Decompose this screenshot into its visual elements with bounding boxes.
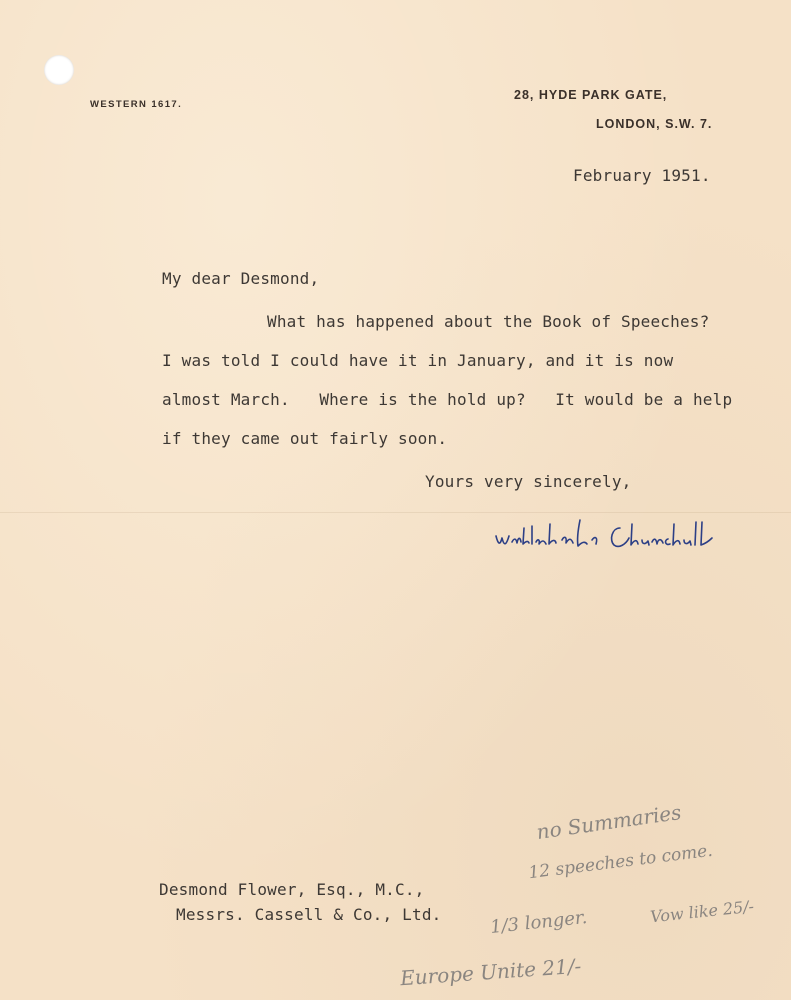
body-line-2: I was told I could have it in January, and it is now: [162, 351, 674, 370]
handwritten-note-3: 1/3 longer.: [489, 906, 589, 939]
body-line-3: almost March. Where is the hold up? It would be a help: [162, 390, 733, 409]
letterhead-address-line2: LONDON, S.W. 7.: [596, 117, 713, 131]
letter-date: February 1951.: [573, 166, 711, 185]
closing: Yours very sincerely,: [425, 472, 632, 491]
signature: [492, 514, 762, 560]
handwritten-note-1: no Summaries: [535, 799, 683, 845]
paper-fold: [0, 512, 791, 513]
salutation: My dear Desmond,: [162, 269, 320, 288]
handwritten-note-5: Europe Unite 21/-: [399, 953, 583, 991]
recipient-line1: Desmond Flower, Esq., M.C.,: [159, 880, 425, 899]
handwritten-note-2: 12 speeches to come.: [527, 840, 714, 884]
letterhead-address-line1: 28, HYDE PARK GATE,: [514, 88, 668, 102]
punch-hole: [44, 55, 74, 85]
letterhead-phone: WESTERN 1617.: [90, 99, 183, 110]
body-line-4: if they came out fairly soon.: [162, 429, 448, 448]
handwritten-note-4: Vow like 25/-: [649, 896, 755, 927]
body-line-1: What has happened about the Book of Speeches?: [267, 312, 710, 331]
recipient-line2: Messrs. Cassell & Co., Ltd.: [176, 905, 442, 924]
